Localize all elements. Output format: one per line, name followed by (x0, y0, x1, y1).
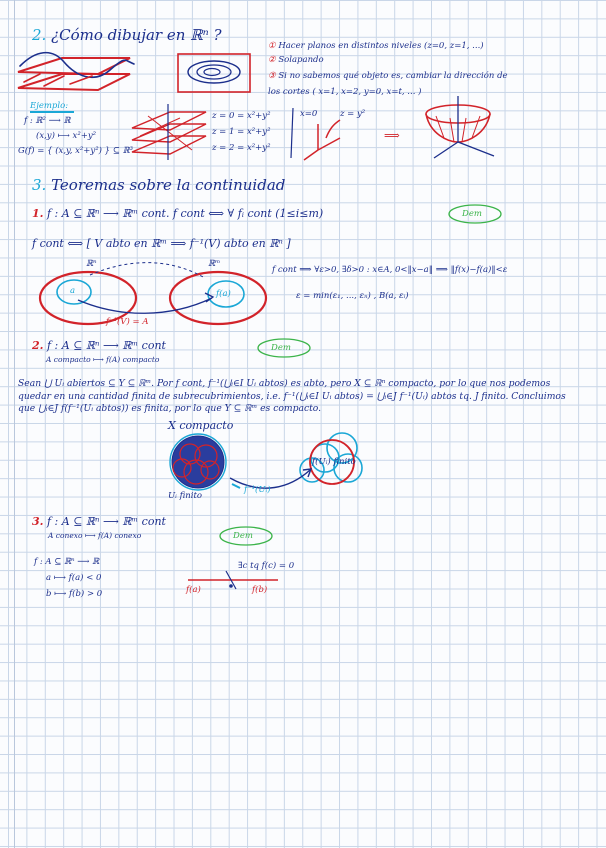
theorem-3-statement: f : A ⊆ ℝⁿ ⟶ ℝᵐ cont (46, 515, 166, 528)
level-1: z = 1 = x²+y² (212, 127, 271, 137)
overlapping-planes-drawing (18, 53, 134, 90)
ivt-a-line: a ⟼ f(a) < 0 (46, 573, 102, 583)
theorem-3-sub: A conexo ⟼ f(A) conexo (48, 531, 142, 540)
ivt-fa: f(a) (186, 585, 201, 595)
method-item: ① Hacer planos en distintos niveles (z=0, z=1, ...) (268, 41, 484, 51)
ivt-exists: ∃c tq f(c) = 0 (238, 561, 295, 571)
preimage-cover-label: f⁻¹(Uᵢ) (244, 485, 271, 495)
level-0: z = 0 = x²+y² (212, 111, 271, 121)
implies-arrow: ⟹ (384, 129, 400, 142)
theorem-1-statement: f : A ⊆ ℝⁿ ⟶ ℝᵐ cont. f cont ⟺ ∀ fᵢ cont (1≤i≤m) (46, 207, 324, 220)
theorem-2-number: 2. (32, 339, 44, 352)
rm-label: ℝᵐ (208, 259, 221, 269)
section-2-heading (32, 28, 222, 43)
image-cover-label: f(Uᵢ) finito (312, 457, 356, 467)
cut-x-label: x=0 (300, 109, 318, 119)
cut-z-label: z = y² (340, 109, 366, 119)
method-item: ③ Si no sabemos qué objeto es, cambiar la dirección de (268, 71, 508, 81)
ivt-b-line: b ⟼ f(b) > 0 (46, 589, 103, 599)
theorem-1 (32, 208, 323, 219)
epsilon-definition: ε = min(ε₁, ..., εₙ) , B(a, εᵢ) (296, 291, 409, 301)
example-pair: (x,y) ⟼ x²+y² (36, 131, 97, 141)
theorem-2 (32, 340, 166, 351)
rn-label: ℝⁿ (86, 259, 97, 269)
theorem-2-statement: f : A ⊆ ℝⁿ ⟶ ℝᵐ cont (46, 339, 166, 352)
compact-set-label: X compacto (168, 419, 234, 432)
ivt-fb: f(b) (252, 585, 268, 595)
theorem-2-dem-link[interactable]: Dem (271, 343, 291, 353)
cut-axes-drawing (304, 120, 340, 160)
example-map: f : ℝ² ⟶ ℝ (24, 116, 71, 126)
contour-box-drawing (178, 54, 250, 92)
ivt-map: f : A ⊆ ℝⁿ ⟶ ℝ (34, 557, 100, 567)
paraboloid-drawing (426, 96, 494, 158)
example-graph: G(f) = { (x,y, x²+y²) } ⊆ ℝ³ (18, 146, 134, 156)
theorem-3 (32, 516, 166, 527)
theorem-2-sub: A compacto ⟼ f(A) compacto (46, 355, 160, 364)
continuity-definition: f cont ⟹ ∀ε>0, ∃δ>0 : x∈A, 0<‖x−a‖ ⟹ ‖f(x)−f(a)‖<ε (272, 265, 508, 275)
theorem-3-number: 3. (32, 515, 44, 528)
finite-cover-label: Uᵢ finito (168, 491, 202, 501)
method-item: los cortes ( x=1, x=2, y=0, x=t, ... ) (268, 87, 422, 97)
section-3-heading (32, 178, 285, 193)
theorem-3-dem-link[interactable]: Dem (233, 531, 253, 541)
point-fa-label: f(a) (216, 289, 231, 299)
section-2-title: ¿Cómo dibujar en ℝⁿ ? (51, 26, 222, 44)
section-3-title: Teoremas sobre la continuidad (51, 176, 286, 194)
preimage-label: f⁻¹(V) = A (106, 317, 149, 327)
point-a-label: a (70, 286, 76, 296)
divider-line (291, 108, 293, 158)
section-2-number: 2. (32, 26, 47, 44)
theorem-1-dem-link[interactable]: Dem (462, 209, 482, 219)
example-label: Ejemplo: (30, 101, 69, 111)
method-item: ② Solapando (268, 55, 324, 65)
level-planes-drawing (132, 104, 206, 160)
theorem-1-number: 1. (32, 207, 44, 220)
level-2: z = 2 = x²+y² (212, 143, 271, 153)
theorem-2-proof: Sean ⋃ Uᵢ abiertos ⊆ Y ⊆ ℝᵐ. Por f cont, f⁻¹(⋃ᵢ∈I Uᵢ abtos) es abto, pero X ⊆ ℝⁿ compacto, por lo que nos podemos quedar en una cantidad finita de subrecubrimientos, i.e. f⁻¹(⋃ᵢ∈I Uᵢ abtos) = ⋃ᵢ∈J f⁻¹(Uᵢ) abtos tq. J finito. Concluimos que ⋃ᵢ∈J f(f⁻¹(Uᵢ abtos)) es finita, por lo que Y ⊆ ℝᵐ es compacto. (18, 378, 566, 414)
theorem-1-line2: f cont ⟺ [ V abto en ℝᵐ ⟹ f⁻¹(V) abto en ℝⁿ ] (32, 237, 291, 250)
section-3-number: 3. (32, 176, 47, 194)
